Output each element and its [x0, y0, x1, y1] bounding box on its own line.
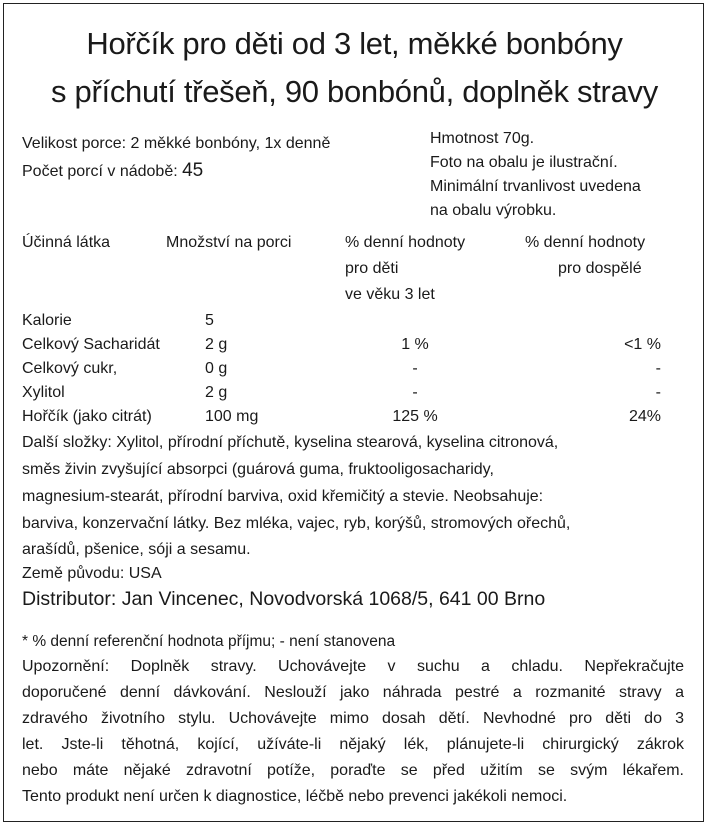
- header-adults-line-1: % denní hodnoty: [525, 234, 646, 251]
- distributor: Distributor: Jan Vincenec, Novodvorská 1068/5, 641 00 Brno: [22, 588, 546, 610]
- expiry-note-line-2: na obalu výrobku.: [430, 202, 557, 219]
- row-adults-value: -: [655, 360, 661, 377]
- warning-line: nebo máte nějaké zdravotní potíže, poraďte se před užitím se svým lékařem.: [22, 762, 684, 779]
- other-ingredients-line: magnesium-stearát, přírodní barviva, oxid křemičitý a stevie. Neobsahuje:: [22, 488, 544, 505]
- row-amount: 5: [205, 312, 214, 329]
- warning-line: doporučené denní dávkování. Neslouží jako náhrada pestré a rozmanité stravy a: [22, 684, 684, 701]
- row-name: Xylitol: [22, 384, 65, 401]
- row-adults-value: <1 %: [624, 336, 661, 353]
- servings-label: Počet porcí v nádobě:: [22, 163, 178, 180]
- row-adults-value: 24%: [628, 408, 661, 425]
- expiry-note-line-1: Minimální trvanlivost uvedena: [430, 178, 641, 195]
- row-name: Hořčík (jako citrát): [22, 408, 152, 425]
- other-ingredients-line: barviva, konzervační látky. Bez mléka, vajec, ryb, korýšů, stromových ořechů,: [22, 515, 571, 532]
- row-amount: 100 mg: [205, 408, 259, 425]
- net-weight: Hmotnost 70g.: [430, 130, 535, 147]
- row-children-value: 1 %: [401, 336, 429, 353]
- header-children-line-2: pro děti: [345, 260, 399, 277]
- row-name: Celkový Sacharidát: [22, 336, 160, 353]
- header-amount: Množství na porci: [166, 234, 292, 251]
- header-children-line-3: ve věku 3 let: [345, 286, 435, 303]
- row-amount: 2 g: [205, 384, 228, 401]
- warning-line: Tento produkt není určen k diagnostice, léčbě nebo prevenci jakékoli nemoci.: [22, 788, 568, 805]
- row-children-value: 125 %: [392, 408, 438, 425]
- header-adults-line-2: pro dospělé: [558, 260, 642, 277]
- warning-line: zdravého životního stylu. Uchovávejte mimo dosah dětí. Nevhodné pro děti do 3: [22, 710, 684, 727]
- other-ingredients-line: Další složky: Xylitol, přírodní příchutě, kyselina stearová, kyselina citronová,: [22, 434, 559, 451]
- photo-note: Foto na obalu je ilustrační.: [430, 154, 618, 171]
- serving-size: Velikost porce: 2 měkké bonbóny, 1x denně: [22, 135, 331, 152]
- footnote: * % denní referenční hodnota příjmu; - není stanovena: [22, 633, 396, 650]
- warning-line: let. Jste-li těhotná, kojící, užíváte-li nějaký lék, plánujete-li chirurgický zákrok: [22, 736, 684, 753]
- other-ingredients-line: arašídů, pšenice, sóji a sesamu.: [22, 541, 251, 558]
- product-title-line-1: Hořčík pro děti od 3 let, měkké bonbóny: [86, 26, 623, 61]
- header-children-line-1: % denní hodnoty: [345, 234, 466, 251]
- country-of-origin: Země původu: USA: [22, 565, 162, 582]
- row-adults-value: -: [655, 384, 661, 401]
- row-amount: 2 g: [205, 336, 228, 353]
- header-ingredient: Účinná látka: [22, 234, 111, 251]
- row-name: Kalorie: [22, 312, 72, 329]
- servings-value: 45: [182, 160, 204, 181]
- warning-line: Upozornění: Doplněk stravy. Uchovávejte v suchu a chladu. Nepřekračujte: [22, 658, 684, 675]
- product-title-line-2: s příchutí třešeň, 90 bonbónů, doplněk stravy: [51, 74, 658, 109]
- row-amount: 0 g: [205, 360, 228, 377]
- other-ingredients-line: směs živin zvyšující absorpci (guárová guma, fruktooligosacharidy,: [22, 461, 494, 478]
- row-name: Celkový cukr,: [22, 360, 118, 377]
- row-children-value: -: [412, 360, 418, 377]
- row-children-value: -: [412, 384, 418, 401]
- servings-per-container: [22, 160, 203, 183]
